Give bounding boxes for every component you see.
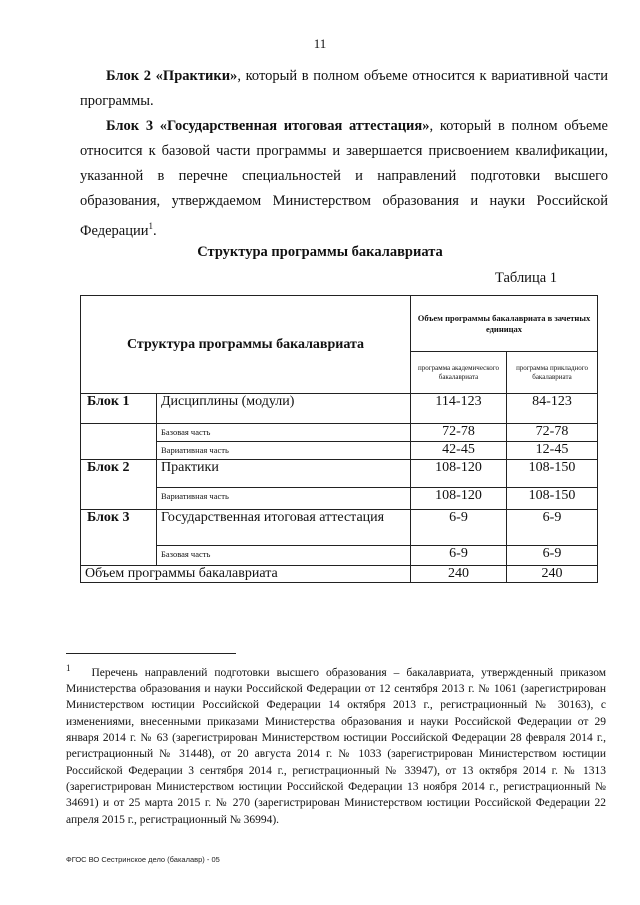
applied-value: 6-9 [507,510,598,546]
row-name: Базовая часть [157,424,411,442]
applied-value: 84-123 [507,394,598,424]
table-header-structure: Структура программы бакалавриата [81,296,411,394]
paragraph-block-2 [80,64,608,114]
footnote-separator [66,653,236,654]
footnote-text: Перечень направлений подготовки высшего образования – бакалавриата, утвержденный приказом Министерства образования и науки Российской Федерации от 12 сентября 2013 г. № 1061 (зарегистрирован Министерством юстиции Российской Федерации 14 октября 2013 г., регистрационный № 30163), с изменениями, внесенными приказами Министерства образования и науки Российской Федерации от 29 января 2014 г. № 63 (зарегистрирован Министерством юстиции Российской Федерации 28 февраля 2014 г., регистрационный № 31448), от 20 августа 2014 г. № 1033 (зарегистрирован Министерством юстиции Российской Федерации 3 сентября 2014 г., регистрационный № 33947), от 13 октября 2014 г. № 1313 (зарегистрирован Министерством юстиции Российской Федерации 13 ноября 2014 г., регистрационный № 34691) и от 25 марта 2015 г. № 270 (зарегистрирован Министерством юстиции Российской Федерации 22 апреля 2015 г., регистрационный № 36994). [66,666,606,826]
table-row [81,442,598,460]
academic-value: 6-9 [411,546,507,566]
table-header-applied: программа прикладного бакалавриата [507,352,598,394]
academic-value: 108-120 [411,488,507,510]
paragraph-block-3 [80,114,608,244]
table-row [81,424,598,442]
paragraph-end-period: . [152,222,157,239]
paragraph-block-3-title: Блок 3 «Государственная итоговая аттестация» [106,118,430,134]
block-label: Блок 1 [81,394,157,424]
academic-value: 42-45 [411,442,507,460]
total-label: Объем программы бакалавриата [81,566,411,583]
block-label: Блок 2 [81,460,157,510]
table-row [81,394,598,424]
total-applied: 240 [507,566,598,583]
page-footer: ФГОС ВО Сестринское дело (бакалавр) - 05 [66,855,220,864]
applied-value: 72-78 [507,424,598,442]
academic-value: 114-123 [411,394,507,424]
footnote-reference[interactable]: 1 [148,221,153,231]
page-number: 11 [313,36,327,51]
paragraph-block-2-text: , который в полном объеме относится к вариативной части программы. [80,68,608,109]
row-name: Государственная итоговая аттестация [157,510,411,546]
footnote-mark: 1 [66,663,71,673]
section-heading: Структура программы бакалавриата [197,244,443,260]
row-name: Вариативная часть [157,442,411,460]
academic-value: 108-120 [411,460,507,488]
table-row [81,460,598,488]
row-name: Дисциплины (модули) [157,394,411,424]
footnote [66,660,606,828]
block-label: Блок 3 [81,510,157,566]
applied-value: 12-45 [507,442,598,460]
applied-value: 108-150 [507,460,598,488]
table-row [81,546,598,566]
table-header-volume: Объем программы бакалавриата в зачетных единицах [411,296,598,352]
row-name: Практики [157,460,411,488]
block-label [81,424,157,460]
table-caption: Таблица 1 [495,270,558,286]
table-total-row [81,566,598,583]
table-row [81,510,598,546]
paragraph-block-3-text: , который в полном объеме относится к базовой части программы и завершается присвоением квалификации, указанной в перечне специальностей и направлений подготовки высшего образования, утверждаемом Министерством образования и науки Российской Федерации [80,118,608,239]
table-header-academic: программа академического бакалавриата [411,352,507,394]
row-name: Вариативная часть [157,488,411,510]
program-structure-table [80,295,598,583]
academic-value: 6-9 [411,510,507,546]
total-academic: 240 [411,566,507,583]
applied-value: 108-150 [507,488,598,510]
academic-value: 72-78 [411,424,507,442]
paragraph-block-2-title: Блок 2 «Практики» [106,68,238,84]
table-row [81,488,598,510]
row-name: Базовая часть [157,546,411,566]
applied-value: 6-9 [507,546,598,566]
